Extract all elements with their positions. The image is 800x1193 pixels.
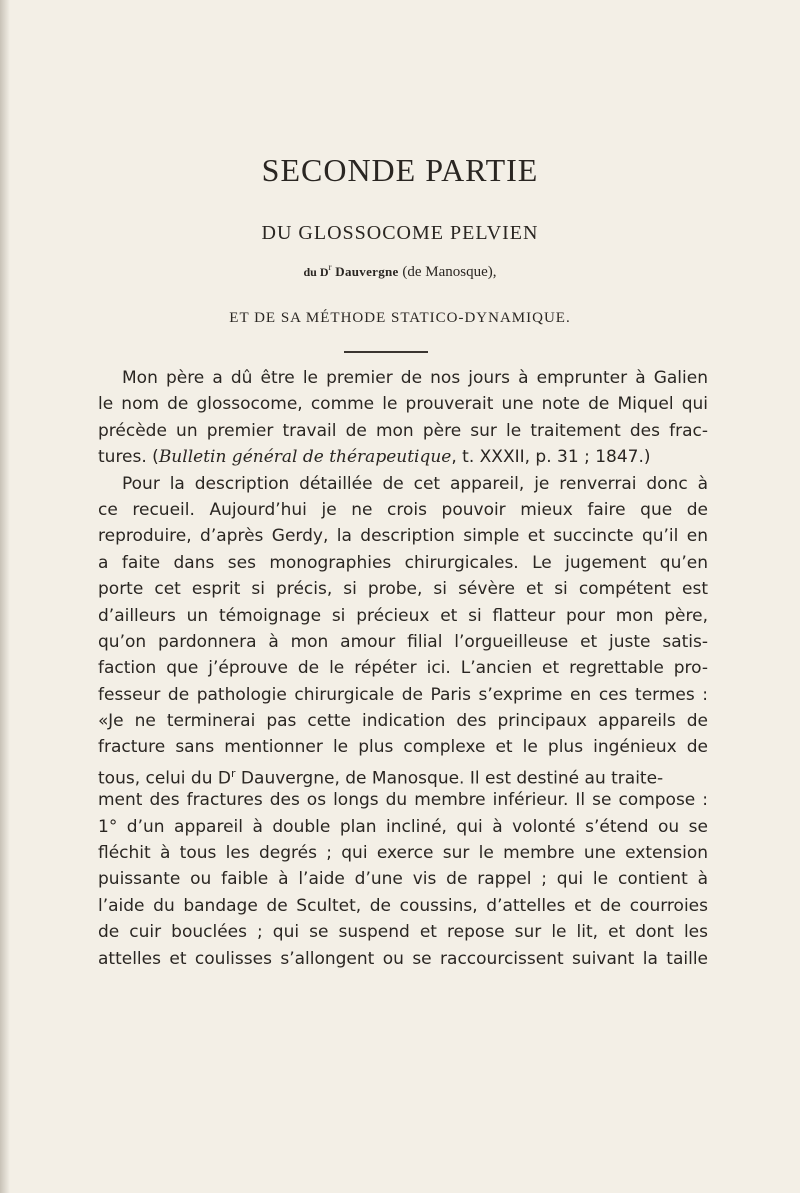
text-line: Pour la description détaillée de cet appareil, je renverrai donc à <box>122 473 708 494</box>
text-line: ment des fractures des os longs du membre inférieur. Il se compose : <box>98 790 708 811</box>
chapter-subtitle: DU GLOSSOCOME PELVIEN <box>261 222 539 244</box>
text-line: porte cet esprit si précis, si probe, si sévère et si compétent est <box>98 579 708 600</box>
text-line: a faite dans ses monographies chirurgicales. Le jugement qu’en <box>98 552 708 573</box>
method-heading: ET DE SA MÉTHODE STATICO-DYNAMIQUE. <box>229 310 571 326</box>
text-line: ce recueil. Aujourd’hui je ne crois pouvoir mieux faire que de <box>98 499 708 520</box>
text-line: puissante ou faible à l’aide d’une vis de rappel ; qui le contient à <box>98 869 708 890</box>
citation-journal: Bulletin général de thérapeutique <box>158 447 452 468</box>
text-line: Mon père a dû être le premier de nos jours à emprunter à Galien <box>122 368 708 388</box>
text-line: l’aide du bandage de Scultet, de coussins, d’attelles et de courroies <box>98 895 708 916</box>
section-divider <box>344 351 428 353</box>
doctor-prefix: tous, celui du D <box>98 768 231 789</box>
section-title: SECONDE PARTIE <box>261 152 539 188</box>
text-line: fracture sans mentionner le plus complexe et le plus ingénieux de <box>98 737 708 758</box>
text-line: faction que j’éprouve de le répéter ici. L’ancien et regrettable pro- <box>98 658 708 679</box>
citation-suffix: , t. XXXII, p. 31 ; 1847.) <box>451 447 651 468</box>
text-line: d’ailleurs un témoignage si précieux et si flatteur pour mon père, <box>98 605 708 626</box>
text-line: fléchit à tous les degrés ; qui exerce sur le membre une extension <box>98 843 708 864</box>
text-line: le nom de glossocome, comme le prouverait une note de Miquel qui <box>98 394 708 415</box>
text-line-doctor <box>98 761 708 787</box>
text-line: reproduire, d’après Gerdy, la description simple et succincte qu’il en <box>98 526 708 547</box>
byline-author: Dauvergne <box>335 264 399 279</box>
citation-prefix: tures. ( <box>98 447 159 468</box>
text-line: qu’on pardonnera à mon amour filial l’orgueilleuse et juste satis- <box>98 631 708 652</box>
byline-prefix: du D <box>303 265 329 279</box>
text-line: attelles et coulisses s’allongent ou se raccourcissent suivant la taille <box>98 948 708 969</box>
text-line: fesseur de pathologie chirurgicale de Paris s’exprime en ces termes : <box>98 684 708 705</box>
text-line: 1° d’un appareil à double plan incliné, qui à volonté s’étend ou se <box>98 816 708 837</box>
byline-superscript: r <box>328 262 332 272</box>
author-byline <box>0 257 800 282</box>
body-text <box>98 365 708 972</box>
text-line-citation <box>98 444 708 470</box>
doctor-suffix: Dauvergne, de Manosque. Il est destiné au traite- <box>235 768 664 789</box>
byline-location: (de Manosque), <box>398 264 497 280</box>
text-line: précède un premier travail de mon père sur le traitement des frac- <box>98 420 708 441</box>
text-line: «Je ne terminerai pas cette indication des principaux appareils de <box>98 711 708 732</box>
doctor-superscript: r <box>231 766 236 780</box>
text-line: de cuir bouclées ; qui se suspend et repose sur le lit, et dont les <box>98 922 708 943</box>
